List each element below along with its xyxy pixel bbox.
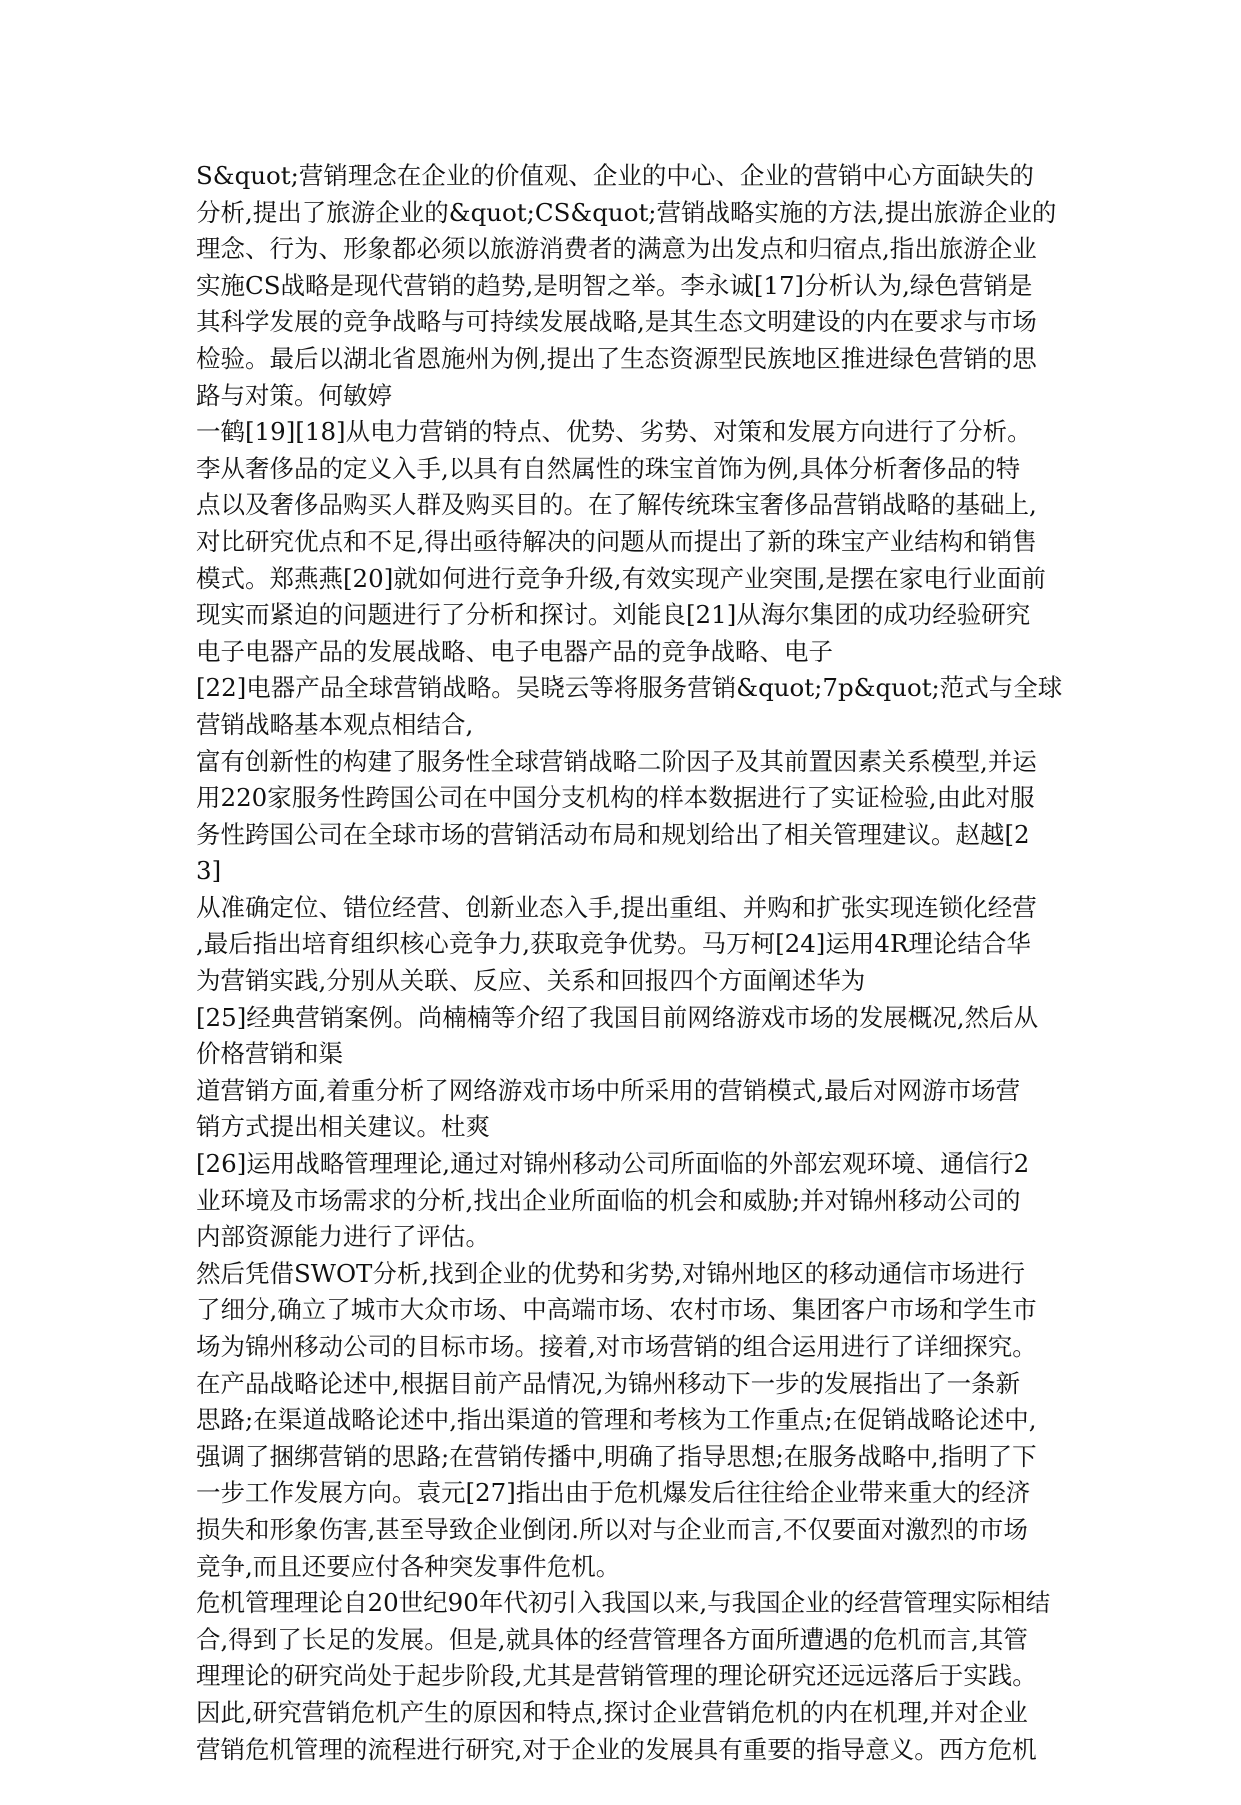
text-line: 道营销方面,着重分析了网络游戏市场中所采用的营销模式,最后对网游市场营 <box>196 1075 1021 1105</box>
text-line: 务性跨国公司在全球市场的营销活动布局和规划给出了相关管理建议。赵越[2 <box>196 819 1030 849</box>
text-line: 用220家服务性跨国公司在中国分支机构的样本数据进行了实证检验,由此对服 <box>196 783 1035 813</box>
text-line: 理念、行为、形象都必须以旅游消费者的满意为出发点和归宿点,指出旅游企业 <box>196 234 1037 264</box>
text-line: 路与对策。何敏婷 <box>196 380 392 410</box>
text-line: 对比研究优点和不足,得出亟待解决的问题从而提出了新的珠宝产业结构和销售 <box>196 526 1037 556</box>
text-line: 一步工作发展方向。袁元[27]指出由于危机爆发后往往给企业带来重大的经济 <box>196 1478 1031 1508</box>
text-line: 营销战略基本观点相结合, <box>196 709 474 739</box>
body-text <box>196 158 1063 1805</box>
text-line: 了细分,确立了城市大众市场、中高端市场、农村市场、集团客户市场和学生市 <box>196 1295 1037 1325</box>
text-line: 李从奢侈品的定义入手,以具有自然属性的珠宝首饰为例,具体分析奢侈品的特 <box>196 453 1021 483</box>
text-line: 竞争,而且还要应付各种突发事件危机。 <box>196 1551 621 1581</box>
text-line: S&quot;营销理念在企业的价值观、企业的中心、企业的营销中心方面缺失的 <box>196 161 1034 190</box>
text-line: 分析,提出了旅游企业的&quot;CS&quot;营销战略实施的方法,提出旅游企业的 <box>196 197 1057 227</box>
text-line: 损失和形象伤害,甚至导致企业倒闭.所以对与企业而言,不仅要面对激烈的市场 <box>196 1514 1028 1544</box>
text-line: 合,得到了长足的发展。但是,就具体的经营管理各方面所遭遇的危机而言,其管 <box>196 1624 1028 1654</box>
text-line: 一鹤[19][18]从电力营销的特点、优势、劣势、对策和发展方向进行了分析。 <box>196 417 1032 447</box>
text-line: 销方式提出相关建议。杜爽 <box>196 1112 490 1142</box>
text-line: 内部资源能力进行了评估。 <box>196 1222 490 1252</box>
text-line: 为营销实践,分别从关联、反应、关系和回报四个方面阐述华为 <box>196 966 866 996</box>
text-line: [22]电器产品全球营销战略。吴晓云等将服务营销&quot;7p&quot;范式与全球 <box>196 673 1063 703</box>
text-line: 场为锦州移动公司的目标市场。接着,对市场营销的组合运用进行了详细探究。 <box>196 1332 1037 1361</box>
text-line <box>196 1768 1056 1805</box>
text-line: 危机管理理论自20世纪90年代初引入我国以来,与我国企业的经营管理实际相结 <box>196 1588 1051 1618</box>
text-line: 从准确定位、错位经营、创新业态入手,提出重组、并购和扩张实现连锁化经营 <box>196 892 1037 922</box>
text-line: 电子电器产品的发展战略、电子电器产品的竞争战略、电子 <box>196 636 833 666</box>
text-line: 营销危机管理的流程进行研究,对于企业的发展具有重要的指导意义。西方危机 <box>196 1734 1037 1764</box>
text-line: 现实而紧迫的问题进行了分析和探讨。刘能良[21]从海尔集团的成功经验研究 <box>196 600 1031 630</box>
text-line: 实施CS战略是现代营销的趋势,是明智之举。李永诚[17]分析认为,绿色营销是 <box>196 270 1033 300</box>
text-line: 强调了捆绑营销的思路;在营销传播中,明确了指导思想;在服务战略中,指明了下 <box>196 1441 1037 1471</box>
text-line: 其科学发展的竞争战略与可持续发展战略,是其生态文明建设的内在要求与市场 <box>196 307 1037 337</box>
text-line: 然后凭借SWOT分析,找到企业的优势和劣势,对锦州地区的移动通信市场进行 <box>196 1258 1025 1288</box>
text-line: 业环境及市场需求的分析,找出企业所面临的机会和威胁;并对锦州移动公司的 <box>196 1185 1021 1215</box>
text-line: 理理论的研究尚处于起步阶段,尤其是营销管理的理论研究还远远落后于实践。 <box>196 1661 1037 1691</box>
text-line: 因此,研究营销危机产生的原因和特点,探讨企业营销危机的内在机理,并对企业 <box>196 1697 1028 1727</box>
text-line: ,最后指出培育组织核心竞争力,获取竞争优势。马万柯[24]运用4R理论结合华 <box>196 929 1031 959</box>
text-line: 价格营销和渠 <box>196 1039 343 1069</box>
text-line: 在产品战略论述中,根据目前产品情况,为锦州移动下一步的发展指出了一条新 <box>196 1368 1021 1398</box>
text-line: [25]经典营销案例。尚楠楠等介绍了我国目前网络游戏市场的发展概况,然后从 <box>196 1002 1039 1032</box>
text-line: 思路;在渠道战略论述中,指出渠道的管理和考核为工作重点;在促销战略论述中, <box>196 1405 1037 1435</box>
text-line: 点以及奢侈品购买人群及购买目的。在了解传统珠宝奢侈品营销战略的基础上, <box>196 490 1037 520</box>
text-line: [26]运用战略管理理论,通过对锦州移动公司所面临的外部宏观环境、通信行2 <box>196 1149 1030 1179</box>
text-line: 检验。最后以湖北省恩施州为例,提出了生态资源型民族地区推进绿色营销的思 <box>196 343 1037 373</box>
text-line: 模式。郑燕燕[20]就如何进行竞争升级,有效实现产业突围,是摆在家电行业面前 <box>196 563 1046 593</box>
text-line: 富有创新性的构建了服务性全球营销战略二阶因子及其前置因素关系模型,并运 <box>196 746 1037 776</box>
text-line: 3] <box>196 856 222 886</box>
